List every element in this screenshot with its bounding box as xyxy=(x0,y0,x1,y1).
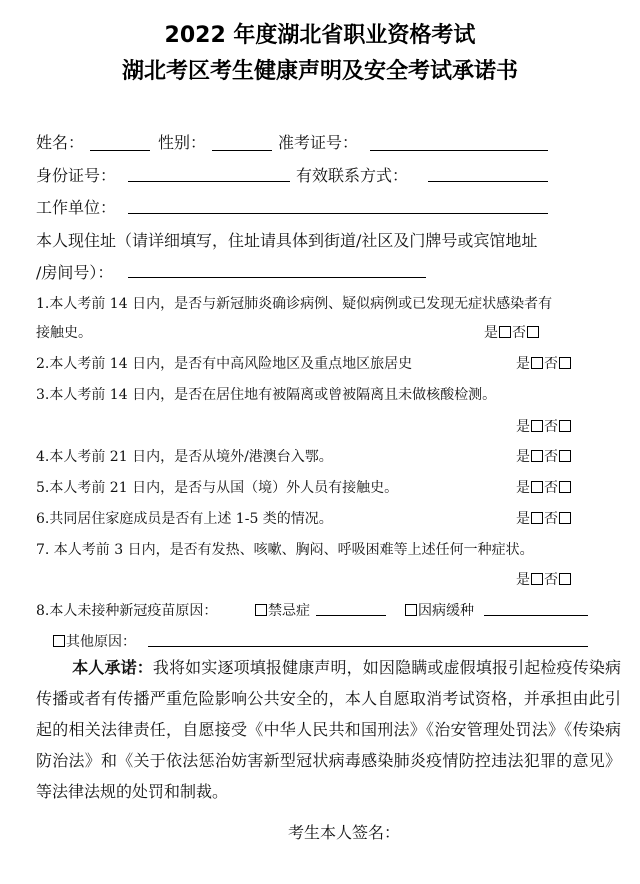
illness-delay-field[interactable] xyxy=(484,615,588,616)
question-3-no-checkbox[interactable] xyxy=(559,420,571,432)
question-3-options xyxy=(516,416,572,436)
yes-label: 是 xyxy=(516,356,530,372)
vaccine-option-other xyxy=(52,631,136,651)
question-4-no-checkbox[interactable] xyxy=(559,450,571,462)
address-label-line2: /房间号）： xyxy=(36,263,114,282)
question-1-no-checkbox[interactable] xyxy=(527,326,539,338)
question-7-options xyxy=(516,569,572,589)
pledge-paragraph xyxy=(36,652,621,807)
question-2-no-checkbox[interactable] xyxy=(559,357,571,369)
pledge-text: 我将如实逐项填报健康声明，如因隐瞒或虚假填报引起检疫传染病传播或者有传播严重危险影响公共安全的，本人自愿取消考试资格，并承担由此引起的相关法律责任，自愿接受《中华人民共和国刑法》《治安管理处罚法》《传染病防治法》和《关于依法惩治妨害新型冠状病毒感染肺炎疫情防控违法犯罪的意见》等法律法规的处罚和制裁。 xyxy=(36,658,621,801)
other-reason-label: 其他原因： xyxy=(66,634,136,650)
question-6-options xyxy=(516,508,572,528)
illness-delay-checkbox[interactable] xyxy=(405,604,417,616)
question-3: 3.本人考前 14 日内，是否在居住地有被隔离或曾被隔离且未做核酸检测。 xyxy=(36,387,497,403)
question-5: 5.本人考前 21 日内，是否与从国（境）外人员有接触史。 xyxy=(36,480,399,496)
illness-delay-label: 因病缓种 xyxy=(418,603,474,619)
question-2: 2.本人考前 14 日内，是否有中高风险地区及重点地区旅居史 xyxy=(36,356,413,372)
yes-label: 是 xyxy=(516,572,530,588)
name-field[interactable] xyxy=(90,150,150,151)
no-label: 否 xyxy=(512,325,526,341)
question-3-yes-checkbox[interactable] xyxy=(531,420,543,432)
question-7-no-checkbox[interactable] xyxy=(559,573,571,585)
question-6-no-checkbox[interactable] xyxy=(559,512,571,524)
vaccine-option-illness-delay xyxy=(404,600,474,620)
ticket-number-label: 准考证号： xyxy=(278,133,359,152)
other-reason-checkbox[interactable] xyxy=(53,635,65,647)
contact-label: 有效联系方式： xyxy=(296,166,409,185)
question-4-options xyxy=(516,446,572,466)
yes-label: 是 xyxy=(516,511,530,527)
employer-field[interactable] xyxy=(128,213,548,214)
no-label: 否 xyxy=(544,419,558,435)
question-4-yes-checkbox[interactable] xyxy=(531,450,543,462)
employer-label: 工作单位： xyxy=(36,198,117,217)
document-title-line2: 湖北考区考生健康声明及安全考试承诺书 xyxy=(121,59,518,84)
question-4: 4.本人考前 21 日内，是否从境外/港澳台入鄂。 xyxy=(36,449,333,465)
no-label: 否 xyxy=(544,449,558,465)
question-7: 7. 本人考前 3 日内，是否有发热、咳嗽、胸闷、呼吸困难等上述任何一种症状。 xyxy=(36,542,534,558)
yes-label: 是 xyxy=(516,449,530,465)
question-2-options xyxy=(516,353,572,373)
contraindication-field[interactable] xyxy=(316,615,386,616)
question-5-options xyxy=(516,477,572,497)
question-2-yes-checkbox[interactable] xyxy=(531,357,543,369)
signature-label: 考生本人签名： xyxy=(288,823,401,842)
question-5-yes-checkbox[interactable] xyxy=(531,481,543,493)
no-label: 否 xyxy=(544,511,558,527)
gender-label: 性别： xyxy=(158,133,207,152)
question-1-options xyxy=(484,322,540,342)
yes-label: 是 xyxy=(516,419,530,435)
contraindication-label: 禁忌症 xyxy=(268,603,310,619)
question-1-yes-checkbox[interactable] xyxy=(499,326,511,338)
other-reason-field[interactable] xyxy=(148,646,588,647)
yes-label: 是 xyxy=(516,480,530,496)
document-title-line1: 2022 年度湖北省职业资格考试 xyxy=(164,23,476,48)
question-1-line1: 1.本人考前 14 日内，是否与新冠肺炎确诊病例、疑似病例或已发现无症状感染者有 xyxy=(36,296,553,312)
pledge-label: 本人承诺： xyxy=(72,658,153,677)
no-label: 否 xyxy=(544,356,558,372)
address-field[interactable] xyxy=(128,277,426,278)
contraindication-checkbox[interactable] xyxy=(255,604,267,616)
vaccine-reason-label: 8.本人未接种新冠疫苗原因： xyxy=(36,603,218,619)
question-6-yes-checkbox[interactable] xyxy=(531,512,543,524)
question-6: 6.共同居住家庭成员是否有上述 1-5 类的情况。 xyxy=(36,511,333,527)
yes-label: 是 xyxy=(484,325,498,341)
ticket-number-field[interactable] xyxy=(370,150,548,151)
question-5-no-checkbox[interactable] xyxy=(559,481,571,493)
question-1-line2: 接触史。 xyxy=(36,325,92,341)
no-label: 否 xyxy=(544,572,558,588)
question-7-yes-checkbox[interactable] xyxy=(531,573,543,585)
vaccine-option-contraindication xyxy=(254,600,310,620)
id-number-field[interactable] xyxy=(128,181,290,182)
address-label-line1: 本人现住址（请详细填写，住址请具体到街道/社区及门牌号或宾馆地址 xyxy=(36,231,538,250)
no-label: 否 xyxy=(544,480,558,496)
contact-field[interactable] xyxy=(428,181,548,182)
name-label: 姓名： xyxy=(36,133,85,152)
gender-field[interactable] xyxy=(212,150,272,151)
id-number-label: 身份证号： xyxy=(36,166,117,185)
